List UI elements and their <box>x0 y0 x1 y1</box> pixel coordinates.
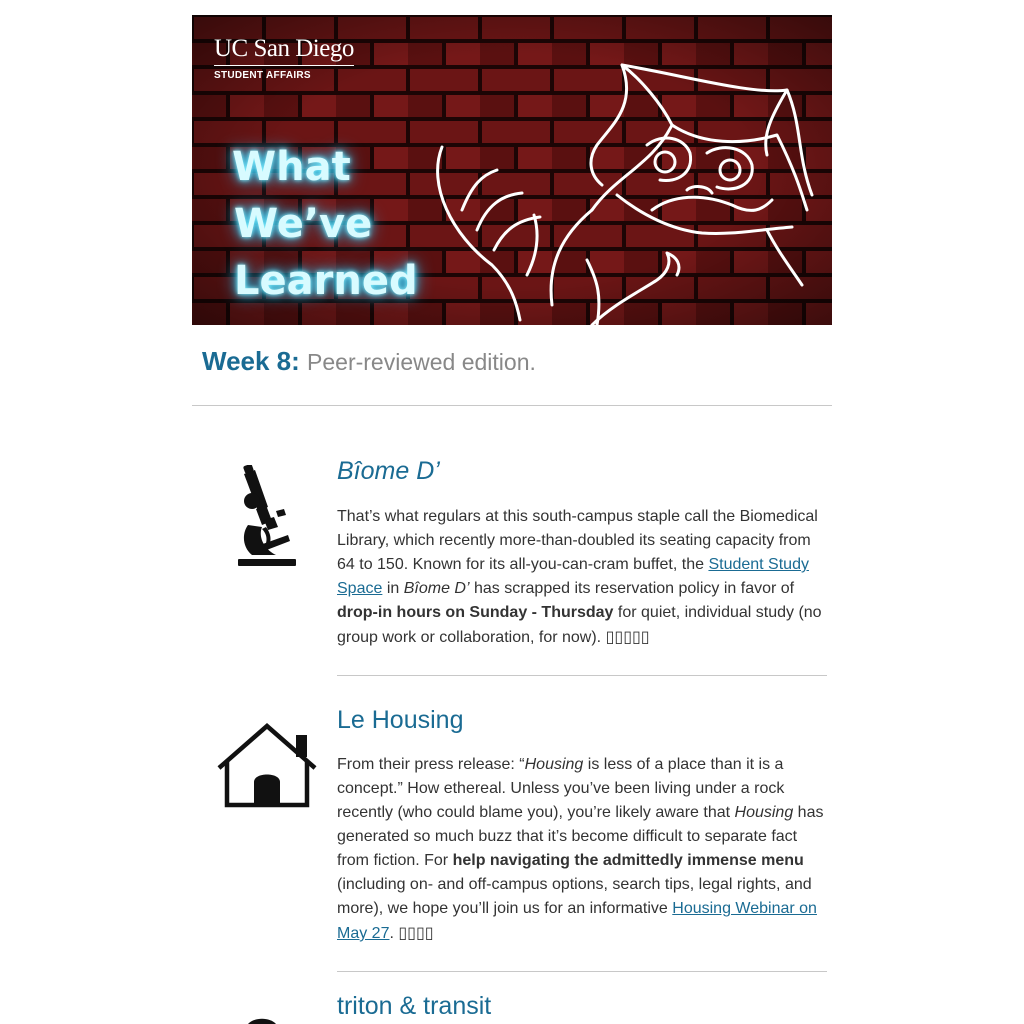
text-segment: (including on- and off-campus options, search tips, legal rights, and more), we hope you’ll join us for an informative <box>337 876 812 917</box>
text-segment: That’s what regulars at this south-campus staple call the Biomedical Library, which recently more-than-doubled its seating capacity from 64 to 150. Known for its all-you-can-cram buffet, the <box>337 508 818 573</box>
text-segment: has generated so much buzz that it’s become difficult to separate fact from fiction. For <box>337 804 824 869</box>
bus-icon <box>246 1018 278 1024</box>
emoji-glyphs: ▯▯▯▯▯ <box>605 627 650 646</box>
week-title: Peer-reviewed edition. <box>307 349 536 375</box>
text-segment: Bîome D’ <box>403 580 470 597</box>
menu-help-text: help navigating the admittedly immense menu <box>452 852 804 869</box>
housing-webinar-link[interactable]: Housing Webinar on May 27 <box>337 900 817 942</box>
brand-name: UC San Diego <box>214 35 354 66</box>
neon-headline <box>232 139 432 310</box>
article-body-housing <box>337 753 829 946</box>
text-segment: is less of a place than it is a concept.” How ethereal. Unless you’ve been living under a rock recently (who could blame you), you’re likely aware that <box>337 756 785 821</box>
article-body-biome <box>337 505 829 650</box>
headline-line-3: Learned <box>234 258 418 304</box>
article-title-transit: triton & transit <box>337 992 492 1020</box>
week-heading <box>202 346 536 377</box>
text-segment: has scrapped its reservation policy in favor of <box>469 580 795 597</box>
text-segment: in <box>382 580 404 597</box>
headline-line-1: What <box>232 144 351 190</box>
brand-department: STUDENT AFFAIRS <box>214 70 311 81</box>
microscope-icon <box>236 465 298 567</box>
divider <box>337 971 827 972</box>
divider <box>192 405 832 406</box>
headline-line-2: We’ve <box>234 201 373 247</box>
text-segment: Housing <box>734 804 794 821</box>
header-banner <box>192 15 832 325</box>
text-segment: for quiet, individual study (no group work or collaboration, for now). <box>337 604 822 646</box>
divider <box>337 675 827 676</box>
house-icon <box>216 722 318 808</box>
ucsd-logo <box>214 35 354 81</box>
article-title-biome: Bîome D’ <box>337 457 440 485</box>
dropin-hours-text: drop-in hours on Sunday - Thursday <box>337 604 614 621</box>
neon-creature-illustration <box>422 35 832 325</box>
student-study-space-link[interactable]: Student Study Space <box>337 556 809 597</box>
text-segment: . <box>389 925 399 942</box>
emoji-glyphs: ▯▯▯▯ <box>398 923 434 942</box>
text-segment: Housing <box>524 756 584 773</box>
article-title-housing: Le Housing <box>337 706 464 734</box>
text-segment: From their press release: “ <box>337 756 525 773</box>
week-label: Week 8: <box>202 346 300 376</box>
